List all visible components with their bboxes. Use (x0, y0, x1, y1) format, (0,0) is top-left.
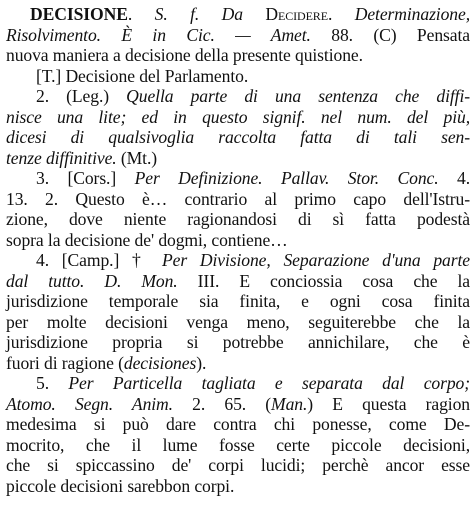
sense-5-line-1 (6, 373, 470, 394)
text-segment: dal tutto. D. Mon. (6, 270, 198, 291)
text-segment: 13. 2. Questo è… contrario al primo capo dell'Istru- (6, 188, 470, 209)
text-segment: fuori di ragione ( (6, 352, 124, 373)
text-segment: 2. (Leg.) (36, 86, 127, 106)
text-segment: 88. (C) Pensata (331, 24, 470, 45)
sense-4-line-6 (6, 353, 470, 374)
sense-5-line-3 (6, 414, 470, 435)
sense-4-line-3 (6, 291, 470, 312)
sense-2-line-2 (6, 107, 470, 128)
text-segment: dicesi di qualsivoglia raccolta fatta di tali sen- (6, 127, 470, 147)
text-segment: III. E conciossia cosa che la (197, 270, 470, 291)
text-segment: Man. (271, 393, 308, 414)
text-segment: 5. (36, 373, 69, 393)
entry-line-2 (6, 25, 470, 46)
text-segment: ) E questa ragion (307, 393, 470, 414)
sense-5-line-2 (6, 394, 470, 415)
sense-3-line-2 (6, 189, 470, 210)
text-segment: jurisdizione propria si potrebbe annichilare, che è (6, 332, 470, 352)
text-segment: Atomo. Segn. Anim. (6, 393, 193, 414)
sense-4-line-4 (6, 312, 470, 333)
text-segment: (Mt.) (120, 147, 158, 168)
text-segment: 4. (457, 168, 470, 188)
text-segment: S. f. Da (154, 4, 266, 24)
entry-line-4 (6, 66, 470, 87)
text-segment: 4. [Camp.] † (36, 250, 162, 270)
text-segment: nisce una lite; ed in questo signif. nel num. del più, (6, 106, 470, 127)
text-segment: piccole decisioni sarebbon corpi. (6, 475, 235, 496)
text-segment: per molte decisioni venga meno, seguiterebbe che la (6, 311, 470, 332)
sense-2-line-4 (6, 148, 470, 169)
text-segment: DECISIONE (30, 4, 128, 24)
sense-5-line-4 (6, 435, 470, 456)
text-segment: mocrito, che il lume fosse certe piccole decisioni, (6, 434, 470, 455)
sense-3-line-3 (6, 209, 470, 230)
text-segment: Risolvimento. È in Cic. — Amet. (6, 24, 332, 45)
text-segment: sopra la decisione de' dogmi, contiene… (6, 229, 288, 250)
text-segment: [T.] Decisione del Parlamento. (36, 65, 249, 86)
text-segment: tenze diffinitive. (6, 147, 121, 168)
text-segment: . (327, 4, 355, 24)
text-segment: zione, dove niente ragionandosi di sì fatta podestà (6, 209, 470, 229)
entry-line-3 (6, 45, 470, 66)
text-segment: 3. [Cors.] (36, 168, 135, 188)
entry-line-1 (6, 4, 470, 25)
sense-4-line-1 (6, 250, 470, 271)
text-segment: Per Divisione, Separazione d'una parte (161, 250, 470, 270)
sense-2-line-1 (6, 86, 470, 107)
text-segment: Determinazione, (354, 4, 471, 24)
text-segment: jurisdizione temporale sia finita, e ogni cosa finita (6, 291, 470, 311)
text-segment: nuova maniera a decisione della presente quistione. (6, 45, 363, 65)
text-segment: Quella parte di una sentenza che diffi- (126, 86, 470, 106)
text-segment: Per Particella tagliata e separata dal corpo; (68, 373, 470, 393)
sense-3-line-4 (6, 230, 470, 251)
text-segment: . (127, 4, 155, 24)
sense-5-line-5 (6, 455, 470, 476)
sense-2-line-3 (6, 127, 470, 148)
text-segment: Decidere (265, 4, 328, 24)
text-segment: 2. 65. ( (192, 393, 272, 414)
sense-4-line-5 (6, 332, 470, 353)
text-segment: che si spiccassino de' corpi lucidi; perchè ancor esse (6, 455, 470, 475)
text-segment: medesima si può dare contra chi ponesse, come De- (6, 414, 470, 434)
text-segment: decisiones (123, 352, 197, 373)
text-segment: ). (196, 352, 207, 373)
sense-4-line-2 (6, 271, 470, 292)
sense-3-line-1 (6, 168, 470, 189)
sense-5-line-6 (6, 476, 470, 497)
text-segment: Per Definizione. Pallav. Stor. Conc. (134, 168, 457, 188)
